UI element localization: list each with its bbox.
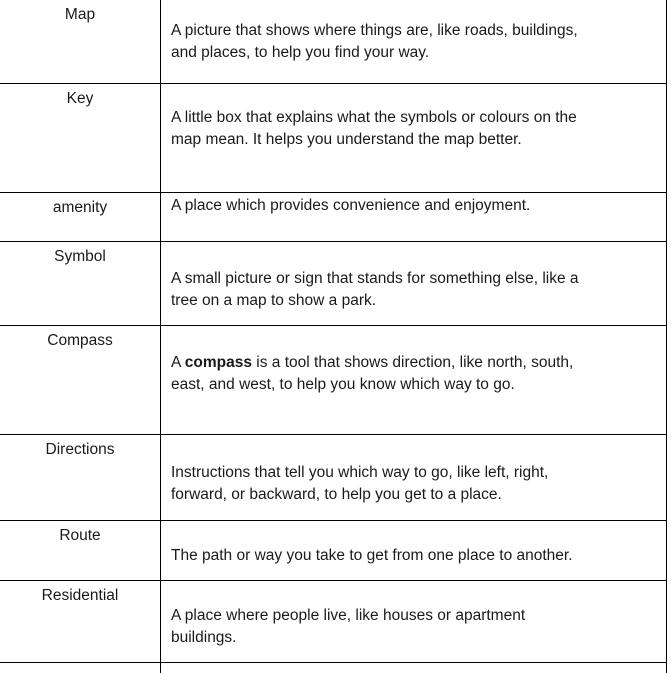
table-row xyxy=(0,84,667,193)
definition-line: and places, to help you find your way. xyxy=(171,44,430,61)
definition-cell xyxy=(161,581,667,662)
term-cell xyxy=(0,84,161,192)
term-cell xyxy=(0,326,161,434)
term-cell xyxy=(0,663,161,673)
definition-line: A place which provides convenience and enjoyment. xyxy=(171,197,531,214)
term-cell xyxy=(0,193,161,241)
definition-line: A picture that shows where things are, like roads, buildings, xyxy=(171,22,578,39)
term-text: Key xyxy=(66,90,94,107)
definition-cell xyxy=(161,193,667,241)
table-row xyxy=(0,242,667,326)
definition-text: is a tool that shows direction, like north, south, xyxy=(252,354,574,371)
definition-line: buildings. xyxy=(171,629,237,646)
definition-cell xyxy=(161,521,667,580)
definition-bold-term: compass xyxy=(184,354,252,371)
definition-cell xyxy=(161,663,667,673)
term-text: Residential xyxy=(41,587,119,604)
term-text: Compass xyxy=(47,332,113,349)
term-text: amenity xyxy=(52,199,108,216)
term-cell xyxy=(0,581,161,662)
definition-cell xyxy=(161,84,667,192)
term-cell xyxy=(0,0,161,83)
definition-line: A little box that explains what the symbols or colours on the xyxy=(171,109,577,126)
definition-line: A small picture or sign that stands for something else, like a xyxy=(171,270,579,287)
definition-cell xyxy=(161,326,667,434)
term-text: Route xyxy=(59,527,101,544)
table-row xyxy=(0,0,667,84)
definition-cell xyxy=(161,0,667,83)
table-row-partial xyxy=(0,663,667,673)
term-text: Symbol xyxy=(54,248,106,265)
definition-line: Instructions that tell you which way to go, like left, right, xyxy=(171,464,549,481)
definition-line: forward, or backward, to help you get to a place. xyxy=(171,486,502,503)
term-text: Map xyxy=(64,6,96,23)
table-row xyxy=(0,326,667,435)
definition-cell xyxy=(161,435,667,520)
definition-line xyxy=(171,352,660,374)
term-cell xyxy=(0,242,161,325)
definition-text: A xyxy=(171,354,185,371)
definition-line: The path or way you take to get from one place to another. xyxy=(171,547,573,564)
table-row xyxy=(0,581,667,663)
term-cell xyxy=(0,435,161,520)
definition-line: east, and west, to help you know which way to go. xyxy=(171,376,515,393)
term-text: Directions xyxy=(45,441,115,458)
definition-line: tree on a map to show a park. xyxy=(171,292,377,309)
table-row xyxy=(0,193,667,242)
definition-cell xyxy=(161,242,667,325)
term-cell xyxy=(0,521,161,580)
table-row xyxy=(0,521,667,581)
definition-line: map mean. It helps you understand the map better. xyxy=(171,131,522,148)
table-row xyxy=(0,435,667,521)
definition-line: A place where people live, like houses or apartment xyxy=(171,607,526,624)
